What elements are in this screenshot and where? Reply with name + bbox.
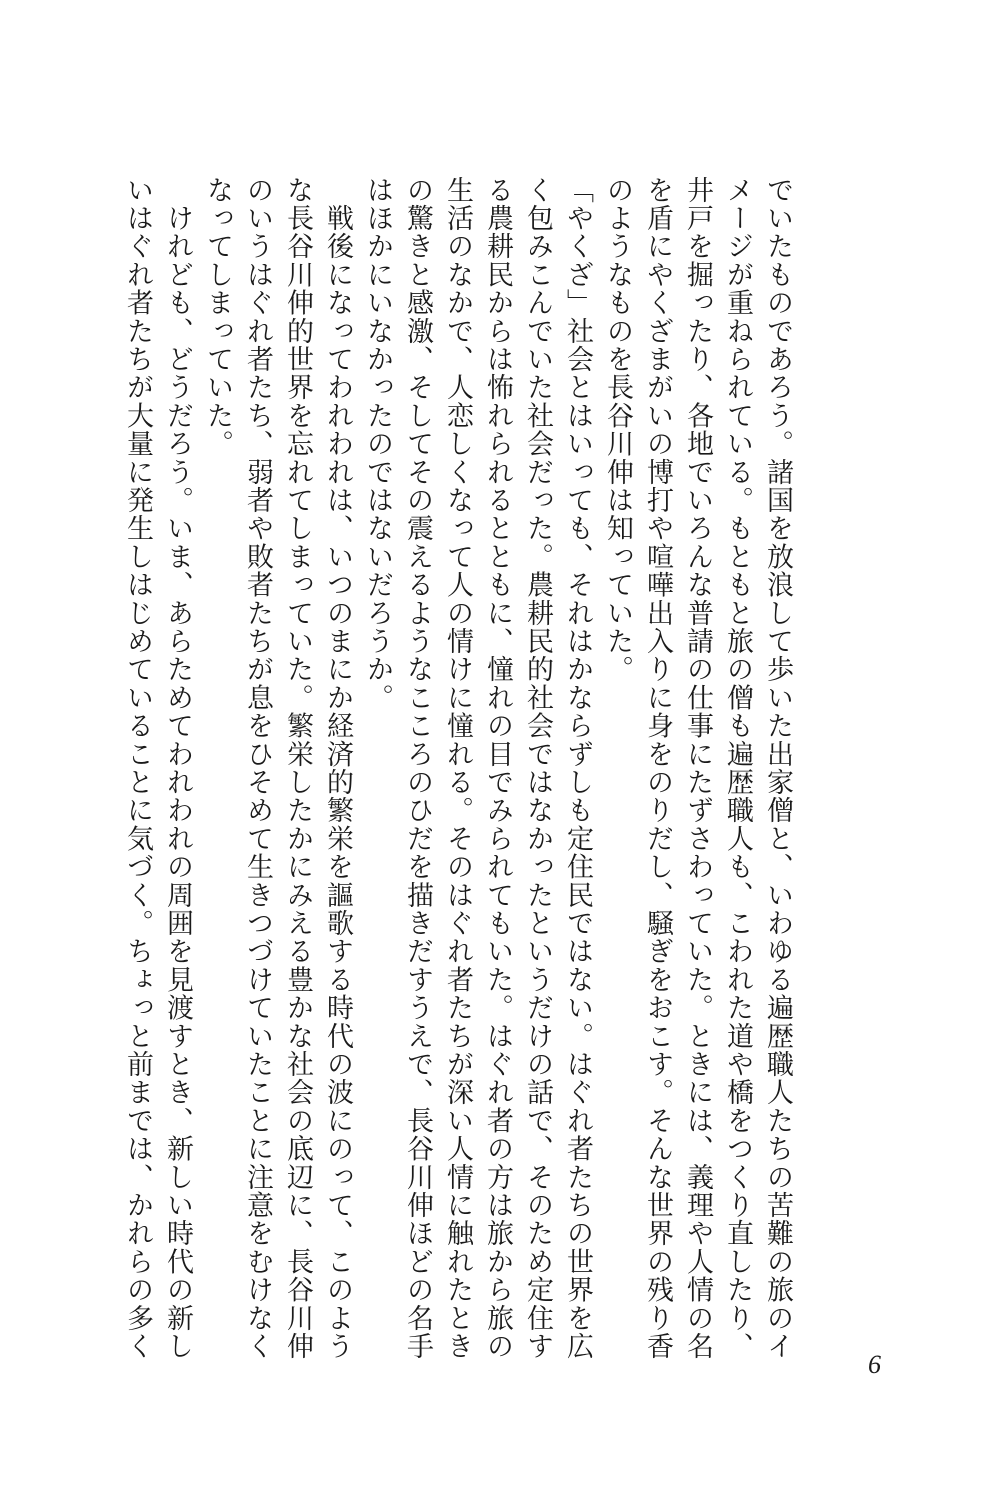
- text-column: なってしまっていた。: [202, 176, 233, 458]
- page-number: 6: [868, 1350, 881, 1379]
- text-column: く包みこんでいた社会だった。農耕民的社会ではなかったというだけの話で、そのため定住す: [522, 176, 553, 1361]
- text-column: いはぐれ者たちが大量に発生しはじめていることに気づく。ちょっと前までは、かれらの多く: [122, 176, 153, 1361]
- text-column: を盾にやくざまがいの博打や喧嘩出入りに身をのりだし、騒ぎをおこす。そんな世界の残り香: [642, 176, 673, 1361]
- text-column: 生活のなかで、人恋しくなって人の情けに憧れる。そのはぐれ者たちが深い人情に触れたとき: [442, 176, 473, 1361]
- text-column: の驚きと感激、そしてその震えるようなこころのひだを描きだすうえで、長谷川伸ほどの名手: [402, 176, 433, 1361]
- text-column: けれども、どうだろう。いま、あらためてわれわれの周囲を見渡すとき、新しい時代の新し: [162, 176, 193, 1361]
- text-column: でいたものであろう。諸国を放浪して歩いた出家僧と、いわゆる遍歴職人たちの苦難の旅のイ: [762, 176, 793, 1361]
- text-column: る農耕民からは怖れられるとともに、憧れの目でみられてもいた。はぐれ者の方は旅から旅の: [482, 176, 513, 1361]
- text-column: な長谷川伸的世界を忘れてしまっていた。繁栄したかにみえる豊かな社会の底辺に、長谷川伸: [282, 176, 313, 1361]
- text-column: のようなものを長谷川伸は知っていた。: [602, 176, 633, 684]
- text-column: メージが重ねられている。もともと旅の僧も遍歴職人も、こわれた道や橋をつくり直したり、: [722, 176, 753, 1361]
- text-column: はほかにいなかったのではないだろうか。: [362, 176, 393, 712]
- text-column: のいうはぐれ者たち、弱者や敗者たちが息をひそめて生きつづけていたことに注意をむけなく: [242, 176, 273, 1361]
- text-column: 戦後になってわれわれは、いつのまにか経済的繁栄を謳歌する時代の波にのって、このよう: [322, 176, 353, 1361]
- text-column: 井戸を掘ったり、各地でいろんな普請の仕事にたずさわっていた。ときには、義理や人情の名: [682, 176, 713, 1361]
- text-column: 「やくざ」社会とはいっても、それはかならずしも定住民ではない。はぐれ者たちの世界を広: [562, 176, 593, 1361]
- vertical-text-body: [117, 176, 797, 1361]
